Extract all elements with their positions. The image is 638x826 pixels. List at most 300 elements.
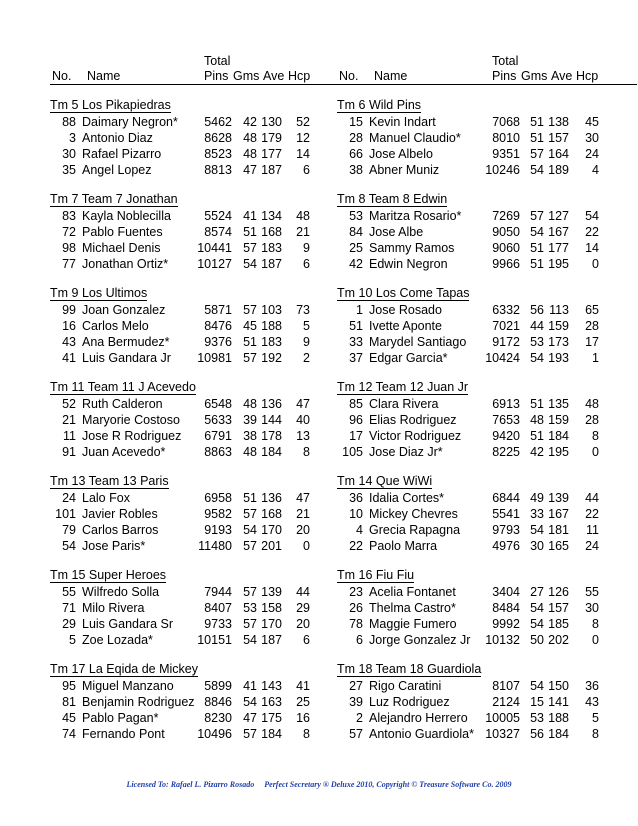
player-number: 3 <box>69 131 76 145</box>
player-games: 57 <box>530 147 544 161</box>
player-games: 57 <box>243 303 257 317</box>
column-header <box>337 52 637 84</box>
player-pins: 7269 <box>492 209 520 223</box>
player-pins: 8574 <box>204 225 232 239</box>
player-row <box>50 678 350 694</box>
player-games: 53 <box>243 601 257 615</box>
player-pins: 8010 <box>492 131 520 145</box>
player-row <box>337 522 637 538</box>
team-name: Tm 17 La Eqida de Mickey <box>50 662 198 676</box>
player-average: 192 <box>261 351 282 365</box>
player-number: 84 <box>349 225 363 239</box>
player-number: 45 <box>62 711 76 725</box>
player-handicap: 47 <box>296 491 310 505</box>
player-pins: 9193 <box>204 523 232 537</box>
player-average: 187 <box>261 633 282 647</box>
player-name: Grecia Rapagna <box>369 523 461 537</box>
ave-header: Ave <box>263 69 285 83</box>
player-number: 25 <box>349 241 363 255</box>
team-block <box>50 566 350 648</box>
player-games: 15 <box>530 695 544 709</box>
player-average: 168 <box>261 225 282 239</box>
player-handicap: 45 <box>585 115 599 129</box>
player-games: 47 <box>243 163 257 177</box>
player-handicap: 40 <box>296 413 310 427</box>
player-pins: 9733 <box>204 617 232 631</box>
player-name: Paolo Marra <box>369 539 438 553</box>
player-number: 51 <box>349 319 363 333</box>
player-average: 195 <box>548 445 569 459</box>
player-number: 95 <box>62 679 76 693</box>
player-row <box>337 224 637 240</box>
player-name: Maryorie Costoso <box>82 413 180 427</box>
player-pins: 6332 <box>492 303 520 317</box>
player-handicap: 25 <box>296 695 310 709</box>
player-row <box>337 130 637 146</box>
player-name: Wilfredo Solla <box>82 585 160 599</box>
player-average: 178 <box>261 429 282 443</box>
player-pins: 8225 <box>492 445 520 459</box>
footer <box>0 780 638 789</box>
team-block <box>50 284 350 366</box>
player-average: 184 <box>548 429 569 443</box>
player-games: 51 <box>530 241 544 255</box>
player-average: 150 <box>548 679 569 693</box>
player-name: Luis Gandara Jr <box>82 351 171 365</box>
player-pins: 8407 <box>204 601 232 615</box>
player-games: 38 <box>243 429 257 443</box>
player-name: Elias Rodriguez <box>369 413 457 427</box>
player-number: 52 <box>62 397 76 411</box>
gms-header: Gms <box>521 69 548 83</box>
player-handicap: 22 <box>585 225 599 239</box>
player-games: 48 <box>243 131 257 145</box>
player-handicap: 48 <box>585 397 599 411</box>
player-games: 57 <box>243 507 257 521</box>
player-number: 2 <box>356 711 363 725</box>
player-number: 43 <box>62 335 76 349</box>
team-block <box>337 378 637 460</box>
player-handicap: 54 <box>585 209 599 223</box>
player-pins: 8628 <box>204 131 232 145</box>
player-handicap: 52 <box>296 115 310 129</box>
player-row <box>50 114 350 130</box>
player-games: 44 <box>530 319 544 333</box>
player-handicap: 5 <box>592 711 599 725</box>
player-number: 24 <box>62 491 76 505</box>
player-name: Miguel Manzano <box>82 679 174 693</box>
player-games: 54 <box>530 225 544 239</box>
player-average: 144 <box>261 413 282 427</box>
player-number: 22 <box>349 539 363 553</box>
player-name: Rafael Pizarro <box>82 147 162 161</box>
player-row <box>50 350 350 366</box>
player-pins: 8863 <box>204 445 232 459</box>
player-average: 179 <box>261 131 282 145</box>
player-handicap: 44 <box>585 491 599 505</box>
player-pins: 10441 <box>197 241 232 255</box>
player-average: 173 <box>548 335 569 349</box>
player-pins: 9351 <box>492 147 520 161</box>
player-handicap: 4 <box>592 163 599 177</box>
player-games: 54 <box>530 617 544 631</box>
player-number: 35 <box>62 163 76 177</box>
player-name: Jose R Rodriguez <box>82 429 182 443</box>
player-pins: 8846 <box>204 695 232 709</box>
player-row <box>50 506 350 522</box>
player-row <box>337 584 637 600</box>
player-average: 185 <box>548 617 569 631</box>
player-number: 88 <box>62 115 76 129</box>
player-name: Carlos Barros <box>82 523 159 537</box>
player-row <box>50 146 350 162</box>
player-games: 45 <box>243 319 257 333</box>
player-handicap: 24 <box>585 539 599 553</box>
team-name: Tm 11 Team 11 J Acevedo <box>50 380 196 394</box>
header-divider <box>50 84 350 85</box>
player-pins: 8476 <box>204 319 232 333</box>
player-average: 201 <box>261 539 282 553</box>
player-handicap: 47 <box>296 397 310 411</box>
player-handicap: 8 <box>592 617 599 631</box>
player-pins: 6791 <box>204 429 232 443</box>
player-number: 72 <box>62 225 76 239</box>
player-handicap: 44 <box>296 585 310 599</box>
player-games: 57 <box>243 241 257 255</box>
team-name: Tm 15 Super Heroes <box>50 568 167 582</box>
player-average: 139 <box>548 491 569 505</box>
player-games: 41 <box>243 679 257 693</box>
player-row <box>337 350 637 366</box>
player-name: Angel Lopez <box>82 163 152 177</box>
player-games: 57 <box>243 539 257 553</box>
player-pins: 5541 <box>492 507 520 521</box>
player-handicap: 8 <box>303 445 310 459</box>
player-row <box>50 444 350 460</box>
player-handicap: 36 <box>585 679 599 693</box>
right-column <box>337 52 637 742</box>
software-text: Perfect Secretary ® Deluxe 2010, Copyright © Treasure Software Co. 2009 <box>264 780 512 789</box>
player-games: 48 <box>530 413 544 427</box>
player-average: 167 <box>548 225 569 239</box>
player-row <box>337 428 637 444</box>
player-average: 158 <box>261 601 282 615</box>
player-pins: 4976 <box>492 539 520 553</box>
player-pins: 3404 <box>492 585 520 599</box>
team-block <box>50 190 350 272</box>
player-handicap: 0 <box>592 257 599 271</box>
player-name: Jose Diaz Jr* <box>369 445 443 459</box>
player-handicap: 22 <box>585 507 599 521</box>
player-row <box>50 538 350 554</box>
player-pins: 9172 <box>492 335 520 349</box>
player-average: 188 <box>548 711 569 725</box>
player-handicap: 14 <box>296 147 310 161</box>
player-pins: 8484 <box>492 601 520 615</box>
player-row <box>337 694 637 710</box>
player-row <box>337 600 637 616</box>
player-average: 103 <box>261 303 282 317</box>
player-number: 98 <box>62 241 76 255</box>
player-name: Pablo Fuentes <box>82 225 163 239</box>
player-games: 39 <box>243 413 257 427</box>
player-name: Acelia Fontanet <box>369 585 456 599</box>
player-row <box>337 506 637 522</box>
player-games: 51 <box>530 131 544 145</box>
player-number: 78 <box>349 617 363 631</box>
player-number: 10 <box>349 507 363 521</box>
player-handicap: 6 <box>303 257 310 271</box>
player-handicap: 11 <box>586 523 599 537</box>
player-name: Benjamin Rodriguez <box>82 695 195 709</box>
team-name: Tm 5 Los Pikapiedras <box>50 98 171 112</box>
player-number: 57 <box>349 727 363 741</box>
player-pins: 6958 <box>204 491 232 505</box>
player-number: 66 <box>349 147 363 161</box>
player-number: 96 <box>349 413 363 427</box>
player-row <box>50 240 350 256</box>
team-name: Tm 16 Fiu Fiu <box>337 568 415 582</box>
player-number: 11 <box>63 429 76 443</box>
player-handicap: 0 <box>592 445 599 459</box>
player-pins: 10127 <box>197 257 232 271</box>
player-pins: 10424 <box>485 351 520 365</box>
player-row <box>337 396 637 412</box>
player-name: Jose Rosado <box>369 303 442 317</box>
player-row <box>337 318 637 334</box>
player-row <box>50 302 350 318</box>
team-block <box>50 472 350 554</box>
player-pins: 6844 <box>492 491 520 505</box>
player-pins: 10151 <box>197 633 232 647</box>
player-average: 134 <box>261 209 282 223</box>
player-name: Kevin Indart <box>369 115 436 129</box>
player-pins: 5871 <box>204 303 232 317</box>
player-row <box>50 584 350 600</box>
player-games: 50 <box>530 633 544 647</box>
player-name: Thelma Castro* <box>369 601 456 615</box>
player-average: 163 <box>261 695 282 709</box>
player-handicap: 16 <box>296 711 310 725</box>
player-handicap: 65 <box>585 303 599 317</box>
player-handicap: 28 <box>585 413 599 427</box>
player-games: 54 <box>243 257 257 271</box>
team-block <box>337 472 637 554</box>
player-handicap: 9 <box>303 241 310 255</box>
player-average: 177 <box>261 147 282 161</box>
team-name: Tm 7 Team 7 Jonathan <box>50 192 178 206</box>
player-games: 48 <box>243 445 257 459</box>
player-pins: 6913 <box>492 397 520 411</box>
player-name: Michael Denis <box>82 241 161 255</box>
player-handicap: 1 <box>592 351 599 365</box>
player-row <box>337 334 637 350</box>
player-number: 1 <box>356 303 363 317</box>
player-row <box>50 412 350 428</box>
player-games: 54 <box>530 601 544 615</box>
player-name: Sammy Ramos <box>369 241 455 255</box>
player-games: 51 <box>530 429 544 443</box>
team-block <box>337 566 637 648</box>
player-row <box>337 146 637 162</box>
player-row <box>337 490 637 506</box>
player-handicap: 24 <box>585 147 599 161</box>
team-block <box>50 96 350 178</box>
player-number: 37 <box>349 351 363 365</box>
player-number: 99 <box>62 303 76 317</box>
player-games: 54 <box>530 351 544 365</box>
player-name: Carlos Melo <box>82 319 149 333</box>
player-average: 135 <box>548 397 569 411</box>
player-pins: 5524 <box>204 209 232 223</box>
player-pins: 9992 <box>492 617 520 631</box>
player-number: 41 <box>62 351 76 365</box>
player-row <box>337 726 637 742</box>
player-pins: 6548 <box>204 397 232 411</box>
player-games: 48 <box>243 147 257 161</box>
player-games: 54 <box>243 523 257 537</box>
team-block <box>337 96 637 178</box>
player-number: 17 <box>349 429 363 443</box>
player-games: 48 <box>243 397 257 411</box>
player-name: Jose Albelo <box>369 147 433 161</box>
player-games: 51 <box>530 115 544 129</box>
column-header <box>50 52 350 84</box>
player-name: Clara Rivera <box>369 397 439 411</box>
player-handicap: 14 <box>585 241 599 255</box>
player-name: Alejandro Herrero <box>369 711 468 725</box>
player-handicap: 6 <box>303 633 310 647</box>
player-row <box>50 632 350 648</box>
player-pins: 11480 <box>198 539 232 553</box>
player-row <box>337 412 637 428</box>
player-number: 4 <box>356 523 363 537</box>
player-row <box>337 162 637 178</box>
player-average: 126 <box>548 585 569 599</box>
no-header: No. <box>339 69 359 83</box>
player-average: 127 <box>548 209 569 223</box>
player-games: 49 <box>530 491 544 505</box>
player-average: 181 <box>548 523 569 537</box>
player-pins: 8230 <box>204 711 232 725</box>
team-block <box>337 190 637 272</box>
player-games: 57 <box>243 351 257 365</box>
player-row <box>50 710 350 726</box>
player-pins: 10246 <box>485 163 520 177</box>
player-average: 187 <box>261 257 282 271</box>
player-name: Marydel Santiago <box>369 335 467 349</box>
player-name: Mickey Chevres <box>369 507 458 521</box>
player-row <box>50 616 350 632</box>
player-row <box>337 240 637 256</box>
player-games: 53 <box>530 335 544 349</box>
player-average: 139 <box>261 585 282 599</box>
player-pins: 9050 <box>492 225 520 239</box>
player-name: Abner Muniz <box>369 163 440 177</box>
player-average: 164 <box>548 147 569 161</box>
player-name: Antonio Guardiola* <box>369 727 474 741</box>
player-handicap: 13 <box>296 429 310 443</box>
player-games: 51 <box>530 257 544 271</box>
player-number: 36 <box>349 491 363 505</box>
team-name: Tm 9 Los Ultimos <box>50 286 148 300</box>
player-average: 136 <box>261 491 282 505</box>
player-average: 167 <box>548 507 569 521</box>
team-name: Tm 18 Team 18 Guardiola <box>337 662 482 676</box>
player-games: 41 <box>243 209 257 223</box>
player-row <box>50 600 350 616</box>
player-pins: 9376 <box>204 335 232 349</box>
player-row <box>337 538 637 554</box>
player-games: 54 <box>243 695 257 709</box>
player-handicap: 20 <box>296 523 310 537</box>
player-row <box>337 114 637 130</box>
player-handicap: 55 <box>585 585 599 599</box>
player-name: Idalia Cortes* <box>369 491 445 505</box>
player-name: Kayla Noblecilla <box>82 209 171 223</box>
player-number: 54 <box>62 539 76 553</box>
player-games: 53 <box>530 711 544 725</box>
player-games: 42 <box>530 445 544 459</box>
player-number: 105 <box>342 445 363 459</box>
player-pins: 10327 <box>485 727 520 741</box>
player-handicap: 8 <box>592 429 599 443</box>
player-row <box>337 444 637 460</box>
player-number: 79 <box>62 523 76 537</box>
player-handicap: 41 <box>296 679 310 693</box>
player-average: 170 <box>261 617 282 631</box>
player-average: 188 <box>261 319 282 333</box>
player-number: 23 <box>349 585 363 599</box>
player-name: Juan Acevedo* <box>82 445 166 459</box>
player-average: 157 <box>548 131 569 145</box>
player-row <box>50 396 350 412</box>
player-average: 157 <box>548 601 569 615</box>
player-name: Rigo Caratini <box>369 679 442 693</box>
player-number: 74 <box>62 727 76 741</box>
team-name: Tm 8 Team 8 Edwin <box>337 192 448 206</box>
player-pins: 9420 <box>492 429 520 443</box>
player-average: 159 <box>548 319 569 333</box>
player-name: Jose Albe <box>369 225 424 239</box>
ave-header: Ave <box>551 69 573 83</box>
player-row <box>50 694 350 710</box>
player-number: 83 <box>62 209 76 223</box>
player-number: 91 <box>62 445 76 459</box>
player-number: 39 <box>349 695 363 709</box>
team-name: Tm 12 Team 12 Juan Jr <box>337 380 469 394</box>
player-number: 16 <box>62 319 76 333</box>
player-average: 193 <box>548 351 569 365</box>
player-games: 57 <box>243 727 257 741</box>
player-handicap: 6 <box>303 163 310 177</box>
player-average: 138 <box>548 115 569 129</box>
player-number: 21 <box>62 413 76 427</box>
player-games: 27 <box>530 585 544 599</box>
player-games: 54 <box>530 163 544 177</box>
player-games: 51 <box>243 335 257 349</box>
player-handicap: 29 <box>296 601 310 615</box>
player-average: 187 <box>261 163 282 177</box>
player-pins: 8813 <box>204 163 232 177</box>
player-games: 57 <box>243 585 257 599</box>
player-average: 165 <box>548 539 569 553</box>
player-row <box>50 224 350 240</box>
player-games: 57 <box>243 617 257 631</box>
player-pins: 10981 <box>197 351 232 365</box>
player-games: 56 <box>530 727 544 741</box>
player-games: 51 <box>243 225 257 239</box>
